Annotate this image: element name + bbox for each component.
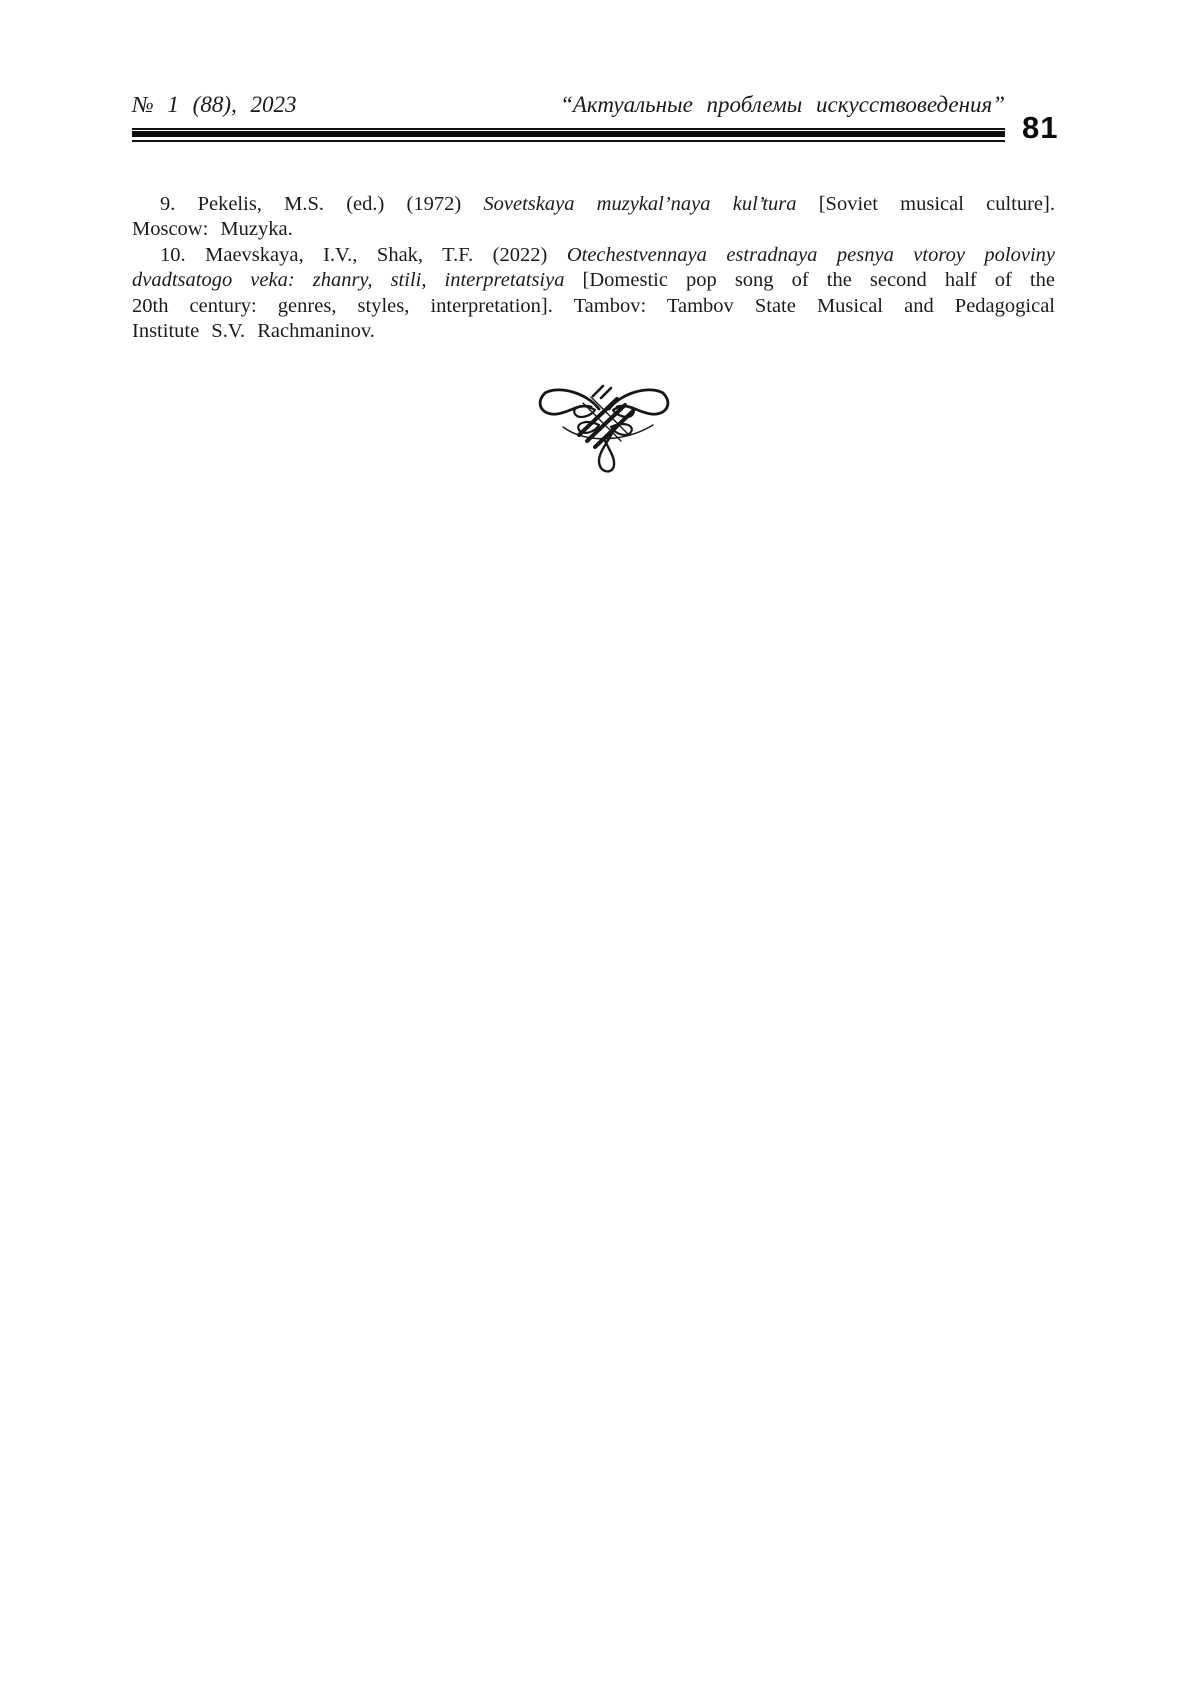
reference-text: 10. Maevskaya, I.V., Shak, T.F. (2022) [160,243,567,266]
reference-text: Moscow: Muzyka. [132,218,293,241]
reference-line [132,294,1055,319]
page-header [132,92,1005,118]
rule-thin-top [132,128,1005,130]
reference-text: [Domestic pop song of the second half of the [564,269,1055,292]
reference-text: Institute S.V. Rachmaninov. [132,320,375,343]
reference-9 [132,192,1055,243]
journal-title: “Актуальные проблемы искусствоведения” [560,92,1005,117]
references-block [132,192,1055,344]
reference-line [132,192,1055,217]
reference-line [132,319,1055,344]
reference-title-italic: Sovetskaya muzykal’naya kul’tura [483,193,797,215]
reference-line [132,243,1055,268]
reference-title-italic: Otechestvennaya estradnaya pesnya vtoroy poloviny [566,243,1055,266]
reference-10 [132,243,1055,345]
reference-title-italic: dvadtsatogo veka: zhanry, stili, interpretatsiya [132,269,565,292]
flourish-ornament-icon [533,383,675,478]
rule-thin-bottom [132,140,1005,142]
reference-text: 9. Pekelis, M.S. (ed.) (1972) [160,193,484,215]
reference-line [132,268,1055,293]
reference-text: [Soviet musical culture]. [796,193,1055,215]
rule-thick [132,131,1005,137]
reference-line [132,217,1055,242]
page-number: 81 [1022,110,1059,145]
reference-text: 20th century: genres, styles, interpretation]. Tambov: Tambov State Musical and Pedagogical [132,294,1055,317]
header-rule [132,128,1005,142]
issue-label: № 1 (88), 2023 [132,92,297,117]
